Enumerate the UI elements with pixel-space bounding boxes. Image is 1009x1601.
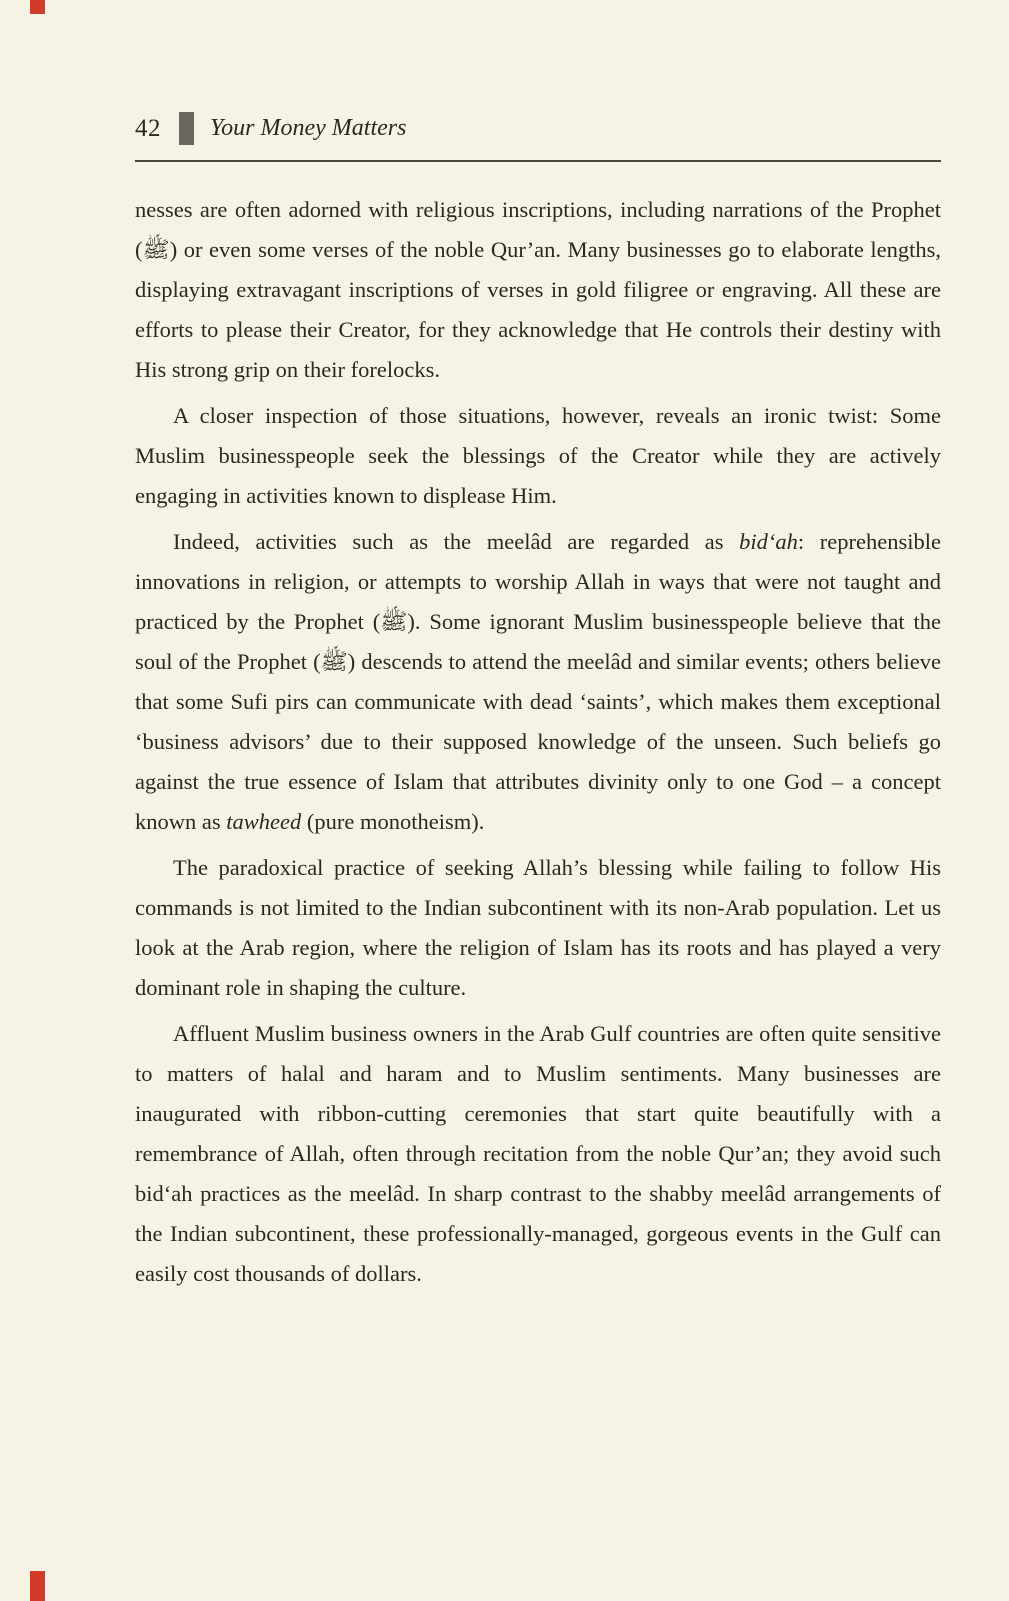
paragraph — [135, 848, 941, 1008]
scan-artifact-bottom — [30, 1571, 45, 1601]
header-rule — [135, 160, 941, 162]
scan-artifact-top — [30, 0, 45, 14]
text-run: nesses are often adorned with religious inscriptions, including narrations of the Prophet (ﷺ) or even some verses of the noble Qur’an. Many businesses go to elaborate lengths, displaying extravagant inscriptions of verses in gold filigree or engraving. All these are efforts to please their Creator, for they acknowledge that He controls their destiny with His strong grip on their forelocks. — [135, 197, 941, 382]
header-bar-ornament — [179, 112, 194, 145]
text-run: bid‘ah — [739, 529, 798, 554]
text-run: Affluent Muslim business owners in the Arab Gulf countries are often quite sensitive to matters of halal and haram and to Muslim sentiments. Many businesses are inaugurated with ribbon-cutting ceremonies that start quite beautifully with a remembrance of Allah, often through recitation from the noble Qur’an; they avoid such bid‘ah practices as the meelâd. In sharp contrast to the shabby meelâd arrangements of the Indian subcontinent, these professionally-managed, gorgeous events in the Gulf can easily cost thousands of dollars. — [135, 1021, 941, 1286]
running-title: Your Money Matters — [210, 115, 407, 141]
page-number: 42 — [135, 114, 161, 142]
text-run: Indeed, activities such as the meelâd are regarded as — [173, 529, 740, 554]
page-header — [135, 112, 941, 145]
text-run: tawheed — [226, 809, 302, 834]
text-run: : reprehensible innovations in religion, or attempts to worship Allah in ways that were not taught and practiced by the Prophet (ﷺ). Some ignorant Muslim businesspeople believe that the soul of the Prophet (ﷺ) descends to attend the meelâd and similar events; others believe that some Sufi pirs can communicate with dead ‘saints’, which makes them exceptional ‘business advisors’ due to their supposed knowledge of the unseen. Such beliefs go against the true essence of Islam that attributes divinity only to one God – a concept known as — [135, 529, 941, 834]
text-run: The paradoxical practice of seeking Allah’s blessing while failing to follow His commands is not limited to the Indian subcontinent with its non-Arab population. Let us look at the Arab region, where the religion of Islam has its roots and has played a very dominant role in shaping the culture. — [135, 855, 941, 1000]
paragraph — [135, 1014, 941, 1294]
paragraph — [135, 522, 941, 842]
text-run: A closer inspection of those situations, however, reveals an ironic twist: Some Muslim businesspeople seek the blessings of the Creator while they are actively engaging in activities known to displease Him. — [135, 403, 941, 508]
page-body — [135, 190, 941, 1294]
paragraph — [135, 190, 941, 390]
text-run: (pure monotheism). — [301, 809, 485, 834]
paragraph — [135, 396, 941, 516]
